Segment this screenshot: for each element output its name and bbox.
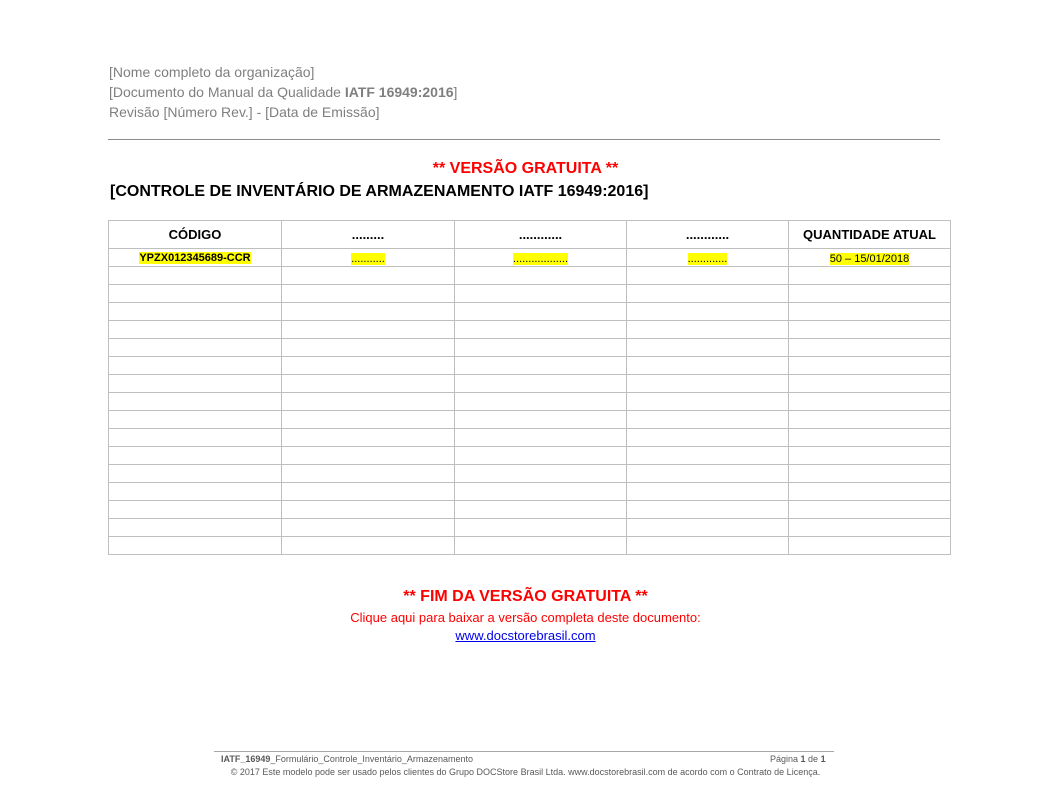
download-link[interactable]: www.docstorebrasil.com (455, 628, 596, 643)
table-row (109, 537, 951, 555)
table-cell[interactable] (627, 519, 789, 537)
table-cell[interactable] (455, 465, 627, 483)
footer-filename: IATF_16949_Formulário_Controle_Inventário_Armazenamento (221, 754, 473, 764)
table-cell[interactable] (109, 285, 282, 303)
table-cell[interactable] (627, 429, 789, 447)
table-row (109, 393, 951, 411)
cell-col-2[interactable] (282, 249, 455, 267)
table-cell[interactable] (789, 303, 951, 321)
table-row (109, 303, 951, 321)
table-cell[interactable] (282, 501, 455, 519)
table-header-row (109, 221, 951, 249)
table-cell[interactable] (109, 465, 282, 483)
table-cell[interactable] (282, 375, 455, 393)
free-version-title: ** VERSÃO GRATUITA ** (432, 160, 619, 177)
table-cell[interactable] (109, 537, 282, 555)
table-cell[interactable] (109, 411, 282, 429)
document-title: [CONTROLE DE INVENTÁRIO DE ARMAZENAMENTO IATF 16949:2016] (110, 183, 649, 200)
table-cell[interactable] (282, 465, 455, 483)
placeholder-value: ............. (687, 252, 728, 265)
table-row (109, 339, 951, 357)
header-col-3: ............ (455, 221, 627, 249)
cell-codigo[interactable] (109, 249, 282, 267)
table-cell[interactable] (789, 411, 951, 429)
table-cell[interactable] (282, 321, 455, 339)
table-cell[interactable] (282, 411, 455, 429)
table-cell[interactable] (109, 447, 282, 465)
table-cell[interactable] (789, 393, 951, 411)
download-prompt: Clique aqui para baixar a versão completa deste documento: (350, 610, 701, 625)
table-row (109, 429, 951, 447)
table-cell[interactable] (627, 447, 789, 465)
table-cell[interactable] (455, 429, 627, 447)
placeholder-value: .................. (512, 252, 568, 265)
revision-line: Revisão [Número Rev.] - [Data de Emissão] (109, 104, 380, 120)
table-cell[interactable] (455, 321, 627, 339)
table-row (109, 267, 951, 285)
quantidade-value: 50 – 15/01/2018 (829, 252, 910, 265)
table-row (109, 249, 951, 267)
table-cell[interactable] (109, 357, 282, 375)
table-cell[interactable] (627, 375, 789, 393)
table-row (109, 357, 951, 375)
table-cell[interactable] (455, 519, 627, 537)
table-cell[interactable] (627, 267, 789, 285)
table-row (109, 447, 951, 465)
table-cell[interactable] (627, 285, 789, 303)
table-cell[interactable] (455, 537, 627, 555)
organization-name: [Nome completo da organização] (109, 64, 315, 80)
table-cell[interactable] (627, 357, 789, 375)
table-cell[interactable] (627, 537, 789, 555)
table-cell[interactable] (455, 501, 627, 519)
table-row (109, 501, 951, 519)
table-cell[interactable] (282, 357, 455, 375)
table-cell[interactable] (627, 303, 789, 321)
table-cell[interactable] (282, 519, 455, 537)
footer-copyright: © 2017 Este modelo pode ser usado pelos clientes do Grupo DOCStore Brasil Ltda. www.docstorebrasil.com de acordo com o Contrato de Licença. (230, 767, 821, 777)
table-cell[interactable] (789, 357, 951, 375)
table-cell[interactable] (109, 375, 282, 393)
table-cell[interactable] (789, 267, 951, 285)
document-header (109, 62, 457, 122)
table-cell[interactable] (789, 321, 951, 339)
table-row (109, 321, 951, 339)
table-cell[interactable] (455, 267, 627, 285)
table-row (109, 483, 951, 501)
table-cell[interactable] (627, 483, 789, 501)
table-cell[interactable] (109, 321, 282, 339)
footer-divider (214, 751, 834, 752)
table-row (109, 465, 951, 483)
table-row (109, 519, 951, 537)
header-col-4: ............ (627, 221, 789, 249)
table-row (109, 411, 951, 429)
table-cell[interactable] (282, 267, 455, 285)
table-cell[interactable] (282, 303, 455, 321)
table-cell[interactable] (627, 339, 789, 357)
table-cell[interactable] (109, 429, 282, 447)
cell-quantidade[interactable] (789, 249, 951, 267)
table-cell[interactable] (455, 357, 627, 375)
quality-manual-line: [Documento do Manual da Qualidade IATF 16949:2016] (109, 84, 458, 100)
header-quantidade-atual: QUANTIDADE ATUAL (789, 221, 951, 249)
table-cell[interactable] (789, 429, 951, 447)
header-col-2: ......... (282, 221, 455, 249)
table-cell[interactable] (109, 501, 282, 519)
table-cell[interactable] (789, 285, 951, 303)
table-cell[interactable] (789, 483, 951, 501)
table-cell[interactable] (455, 483, 627, 501)
table-cell[interactable] (282, 447, 455, 465)
table-cell[interactable] (455, 447, 627, 465)
footer-page-number: Página 1 de 1 (770, 754, 826, 764)
table-cell[interactable] (789, 375, 951, 393)
table-cell[interactable] (109, 267, 282, 285)
table-cell[interactable] (282, 537, 455, 555)
table-cell[interactable] (627, 411, 789, 429)
table-cell[interactable] (455, 375, 627, 393)
table-cell[interactable] (455, 303, 627, 321)
table-cell[interactable] (455, 393, 627, 411)
codigo-value: YPZX012345689-CCR (139, 251, 251, 264)
table-cell[interactable] (789, 537, 951, 555)
table-cell[interactable] (455, 339, 627, 357)
table-cell[interactable] (109, 483, 282, 501)
table-cell[interactable] (282, 483, 455, 501)
table-cell[interactable] (789, 339, 951, 357)
placeholder-value: ........... (351, 252, 385, 265)
table-cell[interactable] (455, 411, 627, 429)
table-cell[interactable] (789, 447, 951, 465)
table-row (109, 375, 951, 393)
table-cell[interactable] (282, 285, 455, 303)
table-cell[interactable] (282, 429, 455, 447)
inventory-table (108, 220, 951, 555)
table-cell[interactable] (789, 501, 951, 519)
table-cell[interactable] (627, 321, 789, 339)
cell-col-4[interactable] (627, 249, 789, 267)
header-codigo: CÓDIGO (109, 221, 282, 249)
cell-col-3[interactable] (455, 249, 627, 267)
header-divider (108, 139, 940, 140)
end-free-version-title: ** FIM DA VERSÃO GRATUITA ** (403, 588, 648, 605)
table-cell[interactable] (109, 519, 282, 537)
table-cell[interactable] (282, 339, 455, 357)
table-row (109, 285, 951, 303)
table-cell[interactable] (789, 519, 951, 537)
table-cell[interactable] (627, 393, 789, 411)
table-cell[interactable] (109, 303, 282, 321)
table-cell[interactable] (455, 285, 627, 303)
table-cell[interactable] (789, 465, 951, 483)
table-cell[interactable] (109, 393, 282, 411)
table-cell[interactable] (627, 501, 789, 519)
table-cell[interactable] (282, 393, 455, 411)
table-cell[interactable] (627, 465, 789, 483)
table-cell[interactable] (109, 339, 282, 357)
